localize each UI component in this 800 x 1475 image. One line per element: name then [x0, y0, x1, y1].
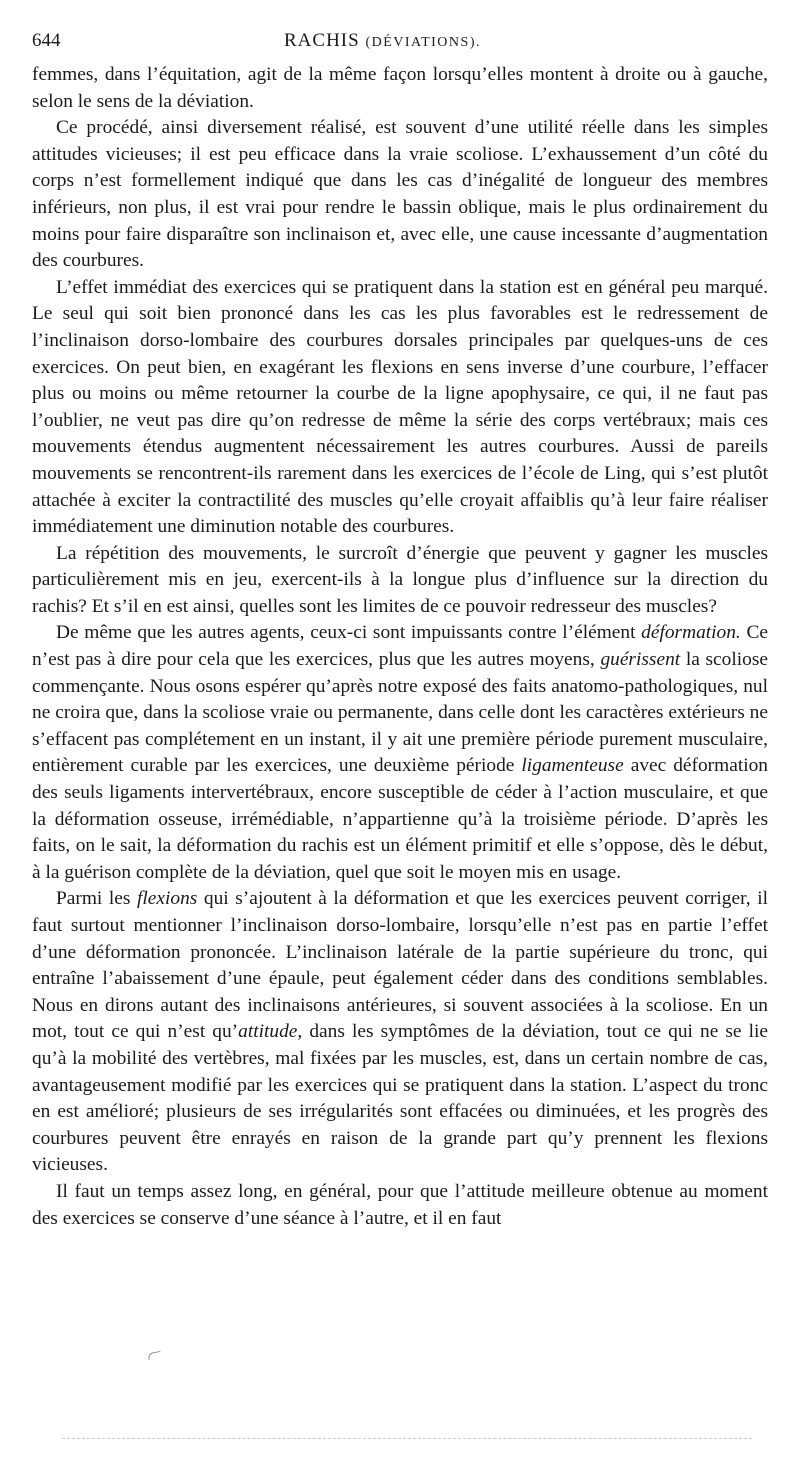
italic-run: flexions: [137, 888, 198, 910]
text-run: L’effet immédiat des exercices qui se pratiquent dans la station est en général peu marqué. Le seul qui soit bien prononcé dans les cas les plus favorables est le redressement de l’inclinaison dorso-lombaire des courbures dorsales principales par quelques-uns de ces exercices. On peut bien, en exagérant les flexions en sens inverse d’une courbure, l’effacer plus ou moins ou même retourner la courbe de la ligne apophysaire, ce qui, il ne faut pas l’oublier, ne veut pas dire qu’on redresse de même la série des corps vertébraux; mais ces mouvements étendus augmentent nécessairement les autres courbures. Aussi de pareils mouvements se rencontrent-ils rarement dans les exercices de l’école de Ling, qui s’est plutôt attachée à exciter la contractilité des muscles qu’elle croyait affaiblis qu’à leur faire réaliser immédiatement une diminution notable des courbures.: [32, 276, 768, 538]
paragraph: [32, 886, 768, 1179]
running-header: [32, 30, 768, 62]
page-number: 644: [32, 30, 61, 51]
text-run: Ce procédé, ainsi diversement réalisé, est souvent d’une utilité réelle dans les simples attitudes vicieuses; il est peu efficace dans la vraie scoliose. L’exhaussement d’un côté du corps n’est formellement indiqué que dans les cas d’inégalité de longueur des membres inférieurs, non plus, il est vrai pour rendre le bassin oblique, mais le plus ordinairement du moins pour faire disparaître son inclinaison et, avec elle, une cause incessante d’augmentation des courbures.: [32, 117, 768, 272]
italic-run: ligamenteuse: [521, 755, 624, 777]
body-text: [32, 62, 768, 1232]
paragraph: [32, 275, 768, 541]
italic-run: guérissent: [600, 649, 681, 671]
text-run: Ce n’est pas à dire pour cela que les exercices, plus que les autres moyens,: [32, 622, 769, 671]
paragraph: [32, 620, 768, 886]
bottom-dotted-rule: [62, 1438, 752, 1439]
text-run: avec déformation des seuls ligaments intervertébraux, encore susceptible de céder à l’action musculaire, et que la déformation osseuse, irrémédiable, n’appartienne qu’à la troisième période. D’après les faits, on le sait, la déformation du rachis est un élément primitif et elle s’oppose, dès le début, à la guérison complète de la déviation, quel que soit le moyen mis en usage.: [32, 755, 768, 883]
ink-speck: [147, 1351, 161, 1360]
running-title-main: RACHIS: [284, 30, 360, 51]
text-run: Il faut un temps assez long, en général, pour que l’attitude meilleure obtenue au moment des exercices se conserve d’une séance à l’autre, et il en faut: [32, 1180, 768, 1229]
text-run: la scoliose commençante. Nous osons espérer qu’après notre exposé des faits anatomo-pathologiques, nul ne croira que, dans la scoliose vraie ou permanente, dans celle dont les caractères extérieurs ne s’effacent pas complétement en un instant, il y ait une première période purement musculaire, entièrement curable par les exercices, une deuxième période: [32, 649, 768, 777]
text-run: Parmi les: [56, 888, 137, 910]
paragraph: [32, 115, 768, 275]
paragraph: [32, 541, 768, 621]
running-title-sub: (DÉVIATIONS).: [365, 35, 481, 50]
text-run: qui s’ajoutent à la déformation et que les exercices peuvent corriger, il faut surtout mentionner l’inclinaison dorso-lombaire, lorsqu’elle n’est pas en partie l’effet d’une déformation prononcée. L’inclinaison latérale de la partie supérieure du tronc, qui entraîne l’abaissement d’une épaule, peut également céder dans des conditions semblables. Nous en dirons autant des inclinaisons antérieures, si souvent associées à la scoliose. En un mot, tout ce qui n’est qu’: [32, 888, 768, 1043]
page: [32, 30, 768, 1232]
text-run: De même que les autres agents, ceux-ci sont impuissants contre l’élément: [56, 622, 642, 644]
italic-run: déformation.: [641, 622, 741, 644]
text-run: femmes, dans l’équitation, agit de la même façon lorsqu’elles montent à droite ou à gauche, selon le sens de la déviation.: [32, 64, 768, 112]
italic-run: attitude,: [238, 1021, 303, 1043]
text-run: dans les symptômes de la déviation, tout ce qui ne se lie qu’à la mobilité des vertèbres, mal fixées par les muscles, est, dans un certain nombre de cas, avantageusement modifié par les exercices qui se pratiquent dans la station. L’aspect du tronc en est amélioré; plusieurs de ses irrégularités sont effacées ou diminuées, et les progrès des courbures peuvent être enrayés en raison de la grande part qu’y prennent les flexions vicieuses.: [32, 1021, 769, 1176]
running-title: [284, 30, 481, 52]
paragraph: [32, 1179, 768, 1232]
text-run: La répétition des mouvements, le surcroît d’énergie que peuvent y gagner les muscles particulièrement mis en jeu, exercent-ils à la longue plus d’influence sur la direction du rachis? Et s’il en est ainsi, quelles sont les limites de ce pouvoir redresseur des muscles?: [32, 542, 768, 617]
paragraph: [32, 62, 768, 115]
